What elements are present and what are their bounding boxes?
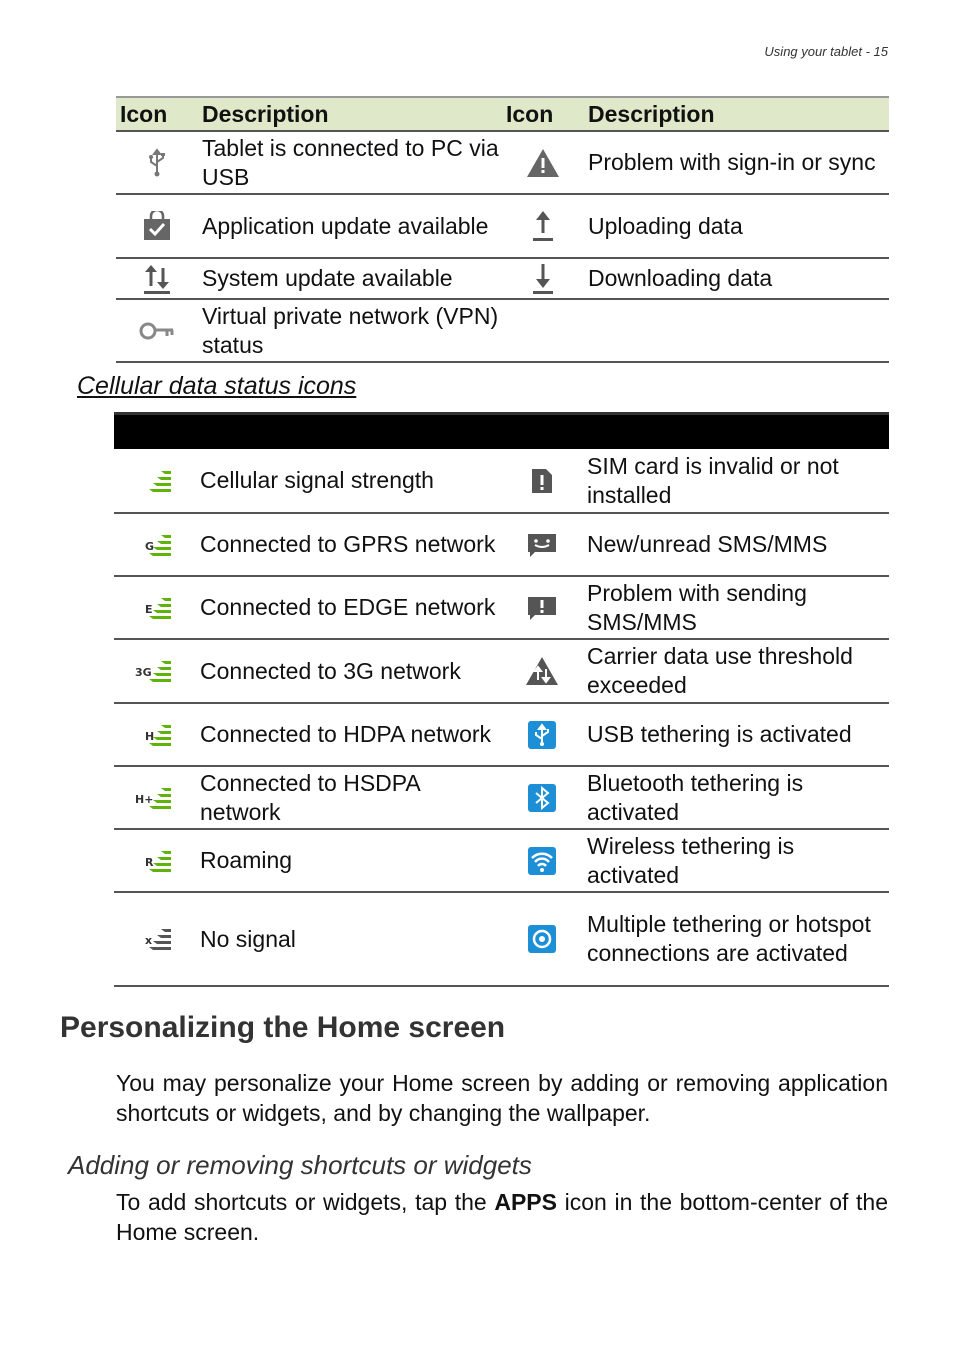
row-description: Problem with sign-in or sync xyxy=(584,131,889,194)
table-row xyxy=(116,299,889,362)
sms-icon xyxy=(501,513,583,576)
empty-description-cell xyxy=(584,299,889,362)
network-type-label: E xyxy=(145,602,153,616)
network-type-label: x xyxy=(145,934,153,947)
network-type-label: 3G xyxy=(135,666,152,679)
row-description: Downloading data xyxy=(584,258,889,299)
row-description: System update available xyxy=(198,258,502,299)
row-description: SIM card is invalid or not installed xyxy=(583,449,889,513)
section-title: Personalizing the Home screen xyxy=(60,1011,506,1044)
apps-label: APPS xyxy=(494,1189,557,1215)
table-row xyxy=(114,892,889,986)
table-row xyxy=(114,639,889,703)
instruction-text: To add shortcuts or widgets, tap the xyxy=(116,1189,495,1215)
table-row xyxy=(116,194,889,258)
row-description: Multiple tethering or hotspot connections are activated xyxy=(583,892,889,986)
running-head: Using your tablet - 15 xyxy=(764,44,888,59)
network-type-label: R xyxy=(145,855,154,869)
wifi-tether-icon xyxy=(501,829,583,892)
row-description: Bluetooth tethering is activated xyxy=(583,766,889,829)
bluetooth-tether-icon xyxy=(501,766,583,829)
row-description: Connected to EDGE network xyxy=(196,576,501,639)
table-row xyxy=(114,703,889,766)
table-row xyxy=(114,576,889,639)
empty-icon-cell xyxy=(502,299,584,362)
hotspot-icon xyxy=(501,892,583,986)
cellular-heading: Cellular data status icons xyxy=(77,372,357,400)
row-description: No signal xyxy=(196,892,501,986)
instruction-paragraph xyxy=(116,1187,888,1247)
table-row xyxy=(116,131,889,194)
instruction-text-end: icon in the bottom-center of the Home screen. xyxy=(116,1189,889,1245)
table-row xyxy=(116,258,889,299)
signal-hdpa-icon xyxy=(114,703,196,766)
row-description: Cellular signal strength xyxy=(196,449,501,513)
upload-arrow-icon xyxy=(502,194,584,258)
row-description: Connected to 3G network xyxy=(196,639,501,703)
header-icon-2: Icon xyxy=(502,97,584,131)
table-row xyxy=(114,449,889,513)
usb-icon xyxy=(116,131,198,194)
signal-strength-icon xyxy=(114,449,196,513)
usb-tether-icon xyxy=(501,703,583,766)
table-header-row xyxy=(116,97,889,131)
row-description: Problem with sending SMS/MMS xyxy=(583,576,889,639)
row-description: USB tethering is activated xyxy=(583,703,889,766)
signal-hsdpa-icon xyxy=(114,766,196,829)
row-description: New/unread SMS/MMS xyxy=(583,513,889,576)
row-description: Wireless tethering is activated xyxy=(583,829,889,892)
data-warning-icon xyxy=(501,639,583,703)
row-description: Virtual private network (VPN) status xyxy=(198,299,502,362)
header-icon-1: Icon xyxy=(116,97,198,131)
table-header-bar xyxy=(114,414,889,450)
row-description: Connected to HSDPA network xyxy=(196,766,501,829)
network-type-label: H xyxy=(145,729,155,743)
subheading: Adding or removing shortcuts or widgets xyxy=(68,1150,532,1180)
row-description: Tablet is connected to PC via USB xyxy=(198,131,502,194)
header-description-2: Description xyxy=(584,97,889,131)
sms-alert-icon xyxy=(501,576,583,639)
signal-edge-icon xyxy=(114,576,196,639)
header-description-1: Description xyxy=(198,97,502,131)
row-description: Connected to HDPA network xyxy=(196,703,501,766)
row-description: Carrier data use threshold exceeded xyxy=(583,639,889,703)
row-description: Application update available xyxy=(198,194,502,258)
table-row xyxy=(114,829,889,892)
signal-gprs-icon xyxy=(114,513,196,576)
signal-roaming-icon xyxy=(114,829,196,892)
warning-icon xyxy=(502,131,584,194)
table-row xyxy=(114,766,889,829)
table-row xyxy=(114,513,889,576)
network-type-label: G xyxy=(145,539,155,553)
cellular-icons-table xyxy=(114,412,889,987)
download-arrow-icon xyxy=(502,258,584,299)
row-description: Roaming xyxy=(196,829,501,892)
vpn-key-icon xyxy=(116,299,198,362)
shopping-bag-check-icon xyxy=(116,194,198,258)
intro-paragraph: You may personalize your Home screen by adding or removing application shortcuts or widgets, and by changing the wallpaper. xyxy=(116,1070,888,1126)
network-type-label: H+ xyxy=(135,792,154,806)
row-description: Uploading data xyxy=(584,194,889,258)
sim-alert-icon xyxy=(501,449,583,513)
signal-3g-icon xyxy=(114,639,196,703)
status-icons-table xyxy=(116,96,889,363)
no-signal-icon xyxy=(114,892,196,986)
row-description: Connected to GPRS network xyxy=(196,513,501,576)
system-update-arrows-icon xyxy=(116,258,198,299)
